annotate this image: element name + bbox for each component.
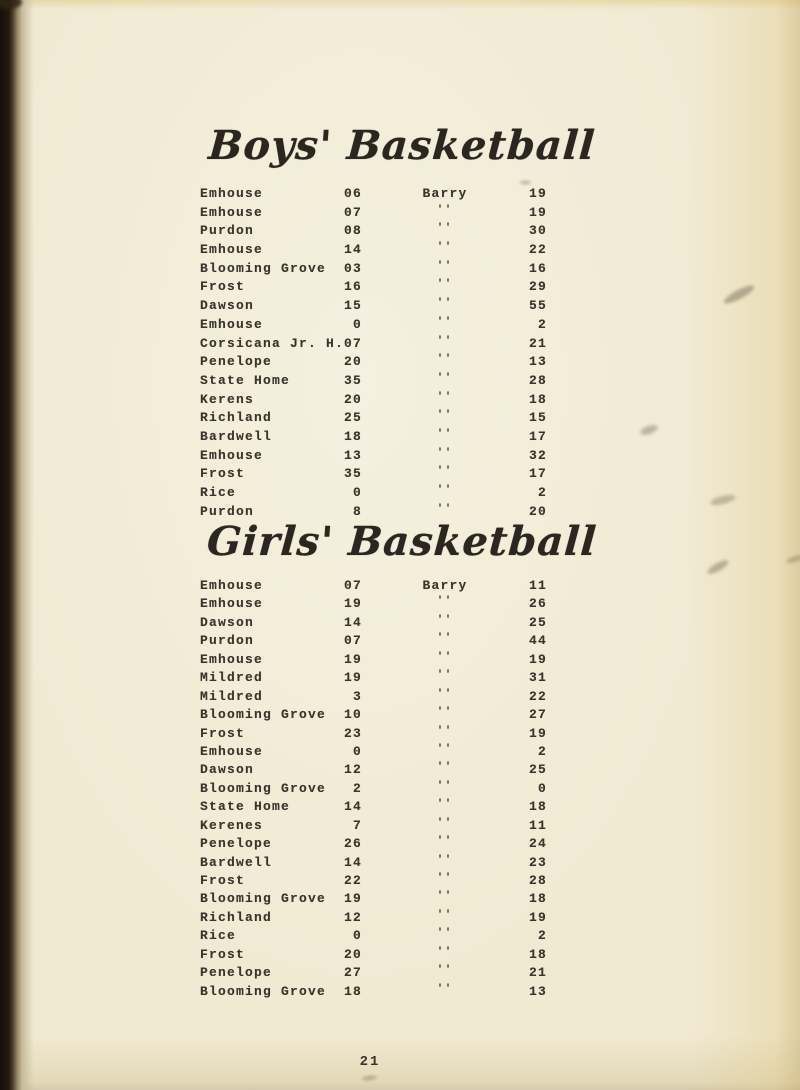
opponent-name: '' xyxy=(436,928,453,940)
opponent-score: 22 xyxy=(528,242,547,258)
opponent-name: '' xyxy=(436,485,453,496)
team-name: Emhouse xyxy=(200,204,264,220)
team-score: 2 xyxy=(352,780,362,796)
team-score: 19 xyxy=(343,670,362,686)
team-score: 07 xyxy=(343,204,362,220)
score-row xyxy=(200,965,547,983)
team-score: 14 xyxy=(343,242,362,258)
opponent-name: '' xyxy=(436,965,453,977)
opponent-score: 19 xyxy=(528,204,547,220)
opponent-name: '' xyxy=(436,670,453,682)
smudge-mark xyxy=(706,558,731,577)
team-score: 19 xyxy=(343,651,362,667)
team-name: Blooming Grove xyxy=(200,707,327,723)
opponent-score: 2 xyxy=(537,485,547,500)
team-name: Blooming Grove xyxy=(200,260,327,276)
opponent-score: 16 xyxy=(528,260,547,276)
score-row xyxy=(200,223,547,242)
team-score: 19 xyxy=(343,891,362,907)
score-row xyxy=(200,799,547,817)
opponent-score: 32 xyxy=(528,447,547,463)
score-row xyxy=(200,855,547,873)
opponent-name: '' xyxy=(436,596,453,608)
opponent-name: '' xyxy=(436,447,453,459)
opponent-score: 28 xyxy=(528,873,547,888)
team-score: 26 xyxy=(343,836,362,852)
opponent-score: 18 xyxy=(528,946,547,962)
team-score: 7 xyxy=(352,817,362,833)
smudge-mark xyxy=(709,493,736,507)
team-name: Emhouse xyxy=(200,651,264,667)
opponent-name: Barry xyxy=(422,578,468,593)
team-name: Frost xyxy=(200,946,246,962)
opponent-name: '' xyxy=(436,335,453,347)
opponent-name: '' xyxy=(436,983,453,995)
score-row xyxy=(200,373,547,392)
score-row xyxy=(200,392,547,411)
team-score: 20 xyxy=(343,391,362,407)
team-score: 07 xyxy=(343,335,362,351)
opponent-name: '' xyxy=(436,836,453,848)
team-name: Penelope xyxy=(200,836,273,852)
opponent-score: 18 xyxy=(528,391,547,407)
opponent-score: 29 xyxy=(528,279,547,295)
score-row xyxy=(200,689,547,707)
team-score: 35 xyxy=(343,466,362,482)
opponent-name: '' xyxy=(436,743,453,755)
team-score: 25 xyxy=(343,410,362,426)
team-name: Mildred xyxy=(200,688,264,704)
opponent-score: 24 xyxy=(528,836,547,852)
score-row xyxy=(200,485,547,504)
opponent-score: 15 xyxy=(528,410,547,426)
score-row xyxy=(200,836,547,854)
opponent-name: '' xyxy=(436,503,453,515)
opponent-score: 44 xyxy=(528,633,547,649)
team-name: Frost xyxy=(200,873,246,888)
team-score: 22 xyxy=(343,873,362,888)
opponent-score: 22 xyxy=(528,688,547,704)
opponent-score: 19 xyxy=(528,909,547,925)
team-name: Rice xyxy=(200,485,237,500)
score-row xyxy=(200,928,547,946)
team-score: 08 xyxy=(343,223,362,239)
opponent-score: 11 xyxy=(528,578,547,593)
team-name: Kerenes xyxy=(200,817,264,833)
team-name: Blooming Grove xyxy=(200,983,327,999)
team-name: Richland xyxy=(200,909,273,925)
team-name: State Home xyxy=(200,799,291,815)
score-row xyxy=(200,633,547,651)
score-row xyxy=(200,354,547,373)
opponent-score: 0 xyxy=(537,780,547,796)
opponent-name: '' xyxy=(436,854,453,866)
opponent-name: '' xyxy=(436,651,453,663)
opponent-score: 18 xyxy=(528,799,547,815)
team-name: Emhouse xyxy=(200,578,264,593)
score-row xyxy=(200,448,547,467)
score-row xyxy=(200,670,547,688)
score-row xyxy=(200,615,547,633)
team-score: 18 xyxy=(343,983,362,999)
opponent-name: '' xyxy=(436,799,453,811)
score-row xyxy=(200,578,547,596)
team-score: 0 xyxy=(352,928,362,944)
score-row xyxy=(200,261,547,280)
score-row xyxy=(200,947,547,965)
team-name: Dawson xyxy=(200,614,255,630)
team-score: 35 xyxy=(343,372,362,388)
team-name: Frost xyxy=(200,279,246,295)
opponent-name: '' xyxy=(436,780,453,792)
smudge-mark xyxy=(639,423,659,437)
team-score: 23 xyxy=(343,725,362,741)
opponent-name: '' xyxy=(436,725,453,737)
score-row xyxy=(200,818,547,836)
team-name: Emhouse xyxy=(200,447,264,463)
score-row xyxy=(200,707,547,725)
team-score: 15 xyxy=(343,298,362,314)
score-row xyxy=(200,910,547,928)
opponent-name: '' xyxy=(436,614,453,626)
opponent-name: '' xyxy=(436,707,453,719)
score-row xyxy=(200,891,547,909)
opponent-score: 2 xyxy=(537,743,547,759)
score-row xyxy=(200,726,547,744)
team-score: 3 xyxy=(352,688,362,704)
team-score: 20 xyxy=(343,946,362,962)
team-name: Purdon xyxy=(200,223,255,239)
team-score: 16 xyxy=(343,279,362,295)
opponent-name: '' xyxy=(436,428,453,440)
opponent-name: '' xyxy=(436,688,453,700)
score-row xyxy=(200,762,547,780)
team-score: 13 xyxy=(343,447,362,463)
opponent-name: '' xyxy=(436,204,453,216)
team-name: Dawson xyxy=(200,762,255,778)
binding-shadow xyxy=(0,0,34,1090)
opponent-score: 21 xyxy=(528,335,547,351)
opponent-name: '' xyxy=(436,891,453,903)
team-name: Corsicana Jr. H. xyxy=(200,335,345,351)
opponent-name: '' xyxy=(436,946,453,958)
opponent-score: 13 xyxy=(528,983,547,999)
smudge-mark xyxy=(520,181,531,184)
opponent-name: '' xyxy=(436,762,453,774)
opponent-score: 30 xyxy=(528,223,547,239)
opponent-name: '' xyxy=(436,372,453,384)
team-name: Richland xyxy=(200,410,273,426)
opponent-name: '' xyxy=(436,410,453,422)
opponent-name: '' xyxy=(436,354,453,366)
team-score: 0 xyxy=(352,485,362,500)
team-name: Mildred xyxy=(200,670,264,686)
opponent-score: 19 xyxy=(528,725,547,741)
team-name: Kerens xyxy=(200,391,255,407)
team-score: 12 xyxy=(343,762,362,778)
team-name: Dawson xyxy=(200,298,255,314)
team-score: 18 xyxy=(343,428,362,444)
team-name: Emhouse xyxy=(200,743,264,759)
opponent-name: '' xyxy=(436,909,453,921)
opponent-score: 17 xyxy=(528,428,547,444)
team-score: 0 xyxy=(352,316,362,332)
team-name: Rice xyxy=(200,928,237,944)
team-name: Purdon xyxy=(200,633,255,649)
opponent-name: '' xyxy=(436,260,453,272)
opponent-score: 25 xyxy=(528,614,547,630)
team-name: Frost xyxy=(200,466,246,482)
team-score: 27 xyxy=(343,965,362,981)
opponent-score: 23 xyxy=(528,854,547,870)
team-score: 14 xyxy=(343,799,362,815)
opponent-score: 28 xyxy=(528,372,547,388)
score-row xyxy=(200,873,547,891)
team-score: 12 xyxy=(343,909,362,925)
team-name: State Home xyxy=(200,372,291,388)
team-name: Penelope xyxy=(200,354,273,370)
opponent-score: 18 xyxy=(528,891,547,907)
opponent-name: '' xyxy=(436,316,453,328)
smudge-mark xyxy=(362,1075,377,1081)
team-name: Penelope xyxy=(200,965,273,981)
score-row xyxy=(200,336,547,355)
opponent-name: '' xyxy=(436,298,453,310)
score-row xyxy=(200,652,547,670)
opponent-score: 13 xyxy=(528,354,547,370)
opponent-score: 21 xyxy=(528,965,547,981)
team-score: 19 xyxy=(343,596,362,612)
score-row xyxy=(200,781,547,799)
team-score: 0 xyxy=(352,743,362,759)
score-row xyxy=(200,429,547,448)
smudge-mark xyxy=(722,283,756,307)
score-row xyxy=(200,317,547,336)
team-name: Frost xyxy=(200,725,246,741)
opponent-score: 26 xyxy=(528,596,547,612)
opponent-name: '' xyxy=(436,633,453,645)
opponent-score: 31 xyxy=(528,670,547,686)
score-row xyxy=(200,466,547,485)
team-name: Emhouse xyxy=(200,242,264,258)
page-number: 21 xyxy=(359,1054,381,1070)
smudge-mark xyxy=(786,553,800,564)
opponent-name: '' xyxy=(436,873,453,884)
opponent-score: 27 xyxy=(528,707,547,723)
score-row xyxy=(200,279,547,298)
score-row xyxy=(200,298,547,317)
score-row xyxy=(200,242,547,261)
team-score: 8 xyxy=(352,503,362,519)
team-score: 07 xyxy=(343,578,362,593)
score-row xyxy=(200,410,547,429)
opponent-name: '' xyxy=(436,242,453,254)
score-row xyxy=(200,186,547,205)
team-name: Emhouse xyxy=(200,186,264,201)
team-name: Emhouse xyxy=(200,316,264,332)
team-score: 06 xyxy=(343,186,362,201)
opponent-name: '' xyxy=(436,466,453,478)
team-score: 14 xyxy=(343,854,362,870)
opponent-name: '' xyxy=(436,279,453,291)
girls-basketball-title: Girls' Basketball xyxy=(205,518,599,565)
team-name: Bardwell xyxy=(200,428,273,444)
opponent-score: 17 xyxy=(528,466,547,482)
team-score: 07 xyxy=(343,633,362,649)
girls-score-table xyxy=(200,578,547,1002)
opponent-score: 2 xyxy=(537,928,547,944)
opponent-name: '' xyxy=(436,817,453,829)
team-name: Blooming Grove xyxy=(200,891,327,907)
team-name: Bardwell xyxy=(200,854,273,870)
team-name: Purdon xyxy=(200,503,255,519)
team-score: 14 xyxy=(343,614,362,630)
opponent-score: 2 xyxy=(537,316,547,332)
opponent-score: 20 xyxy=(528,503,547,519)
team-score: 03 xyxy=(343,260,362,276)
opponent-score: 19 xyxy=(528,651,547,667)
score-row xyxy=(200,744,547,762)
opponent-score: 55 xyxy=(528,298,547,314)
boys-basketball-title: Boys' Basketball xyxy=(207,122,597,169)
score-row xyxy=(200,984,547,1002)
score-row xyxy=(200,596,547,614)
opponent-score: 19 xyxy=(528,186,547,201)
team-score: 10 xyxy=(343,707,362,723)
opponent-score: 11 xyxy=(528,817,547,833)
team-name: Emhouse xyxy=(200,596,264,612)
opponent-name: '' xyxy=(436,391,453,403)
team-score: 20 xyxy=(343,354,362,370)
opponent-score: 25 xyxy=(528,762,547,778)
opponent-name: Barry xyxy=(422,186,468,201)
score-row xyxy=(200,205,547,224)
opponent-name: '' xyxy=(436,223,453,235)
boys-score-table xyxy=(200,186,547,522)
team-name: Blooming Grove xyxy=(200,780,327,796)
